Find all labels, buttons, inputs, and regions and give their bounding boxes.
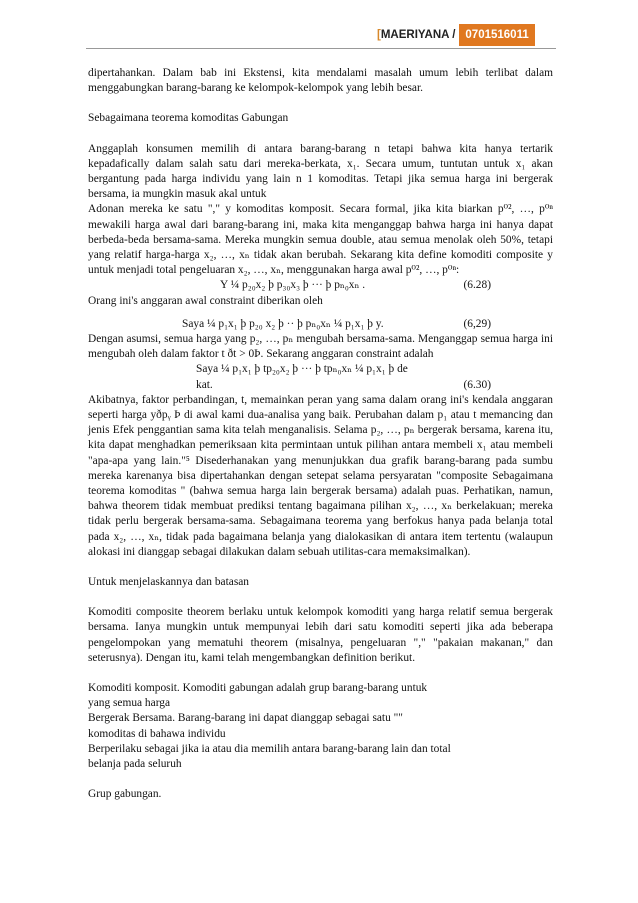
equation-text: Y ¼ p₂₀x₂ þ p₃₀x₃ þ ··· þ pₙ₀xₙ . <box>220 279 366 292</box>
definition-line: Komoditi komposit. Komoditi gabungan adalah grup barang-barang untuk <box>88 682 428 695</box>
paragraph: Dengan asumsi, semua harga yang p₂, …, pₙ mengubah bersama-sama. Menganggap semua harga ini mengubah oleh dalam faktor t ðt > 0Þ. Sekarang anggaran constraint adalah <box>88 333 553 361</box>
paragraph: Adonan mereka ke satu "," y komoditas komposit. Secara formal, jika kita biarkan p⁰², …, p⁰ⁿ mewakili harga awal dari barang-barang ini, maka kita menganggap bahwa harga ini hanya dapat berbeda-beda bersama-sama. Mereka mungkin semua double, atau semua menolak oleh 50%, tetapi yang relatif harga-harga x₂, …, xₙ tidak akan berubah. Sekarang kita define komoditi composite y untuk menjadi total pengeluaran x₂, …, xₙ, menggunakan harga awal p⁰², …, p⁰ⁿ: <box>88 203 553 277</box>
paragraph: Komoditi composite theorem berlaku untuk kelompok komoditi yang harga relatif semua bergerak bersama. Ianya mungkin untuk mempunyai lebih dari satu komoditi seperti jika ada beberapa pengelompokan yang mematuhi theorem (misalnya, pengeluaran "," "pakaian makanan," dan seterusnya). Dengan itu, kami telah mengembangkan definition berikut. <box>88 606 553 664</box>
section-heading: Sebagaimana teorema komoditas Gabungan <box>88 112 289 125</box>
paragraph: Anggaplah konsumen memilih di antara barang-barang n tetapi bahwa kita hanya tertarik kepadafically dalam salah satu dari mereka-berkata, x₁. Secara umum, tuntutan untuk x₁ akan bergantung pada harga individu yang lain n 1 komoditas. Tetapi jika semua harga ini bergerak bersama, ia mungkin masuk akal untuk <box>88 142 553 201</box>
equation-text: Saya ¼ p₁x₁ þ p₂₀ x₂ þ ·· þ pₙ₀xₙ ¼ p₁x₁ þ y. <box>182 317 384 330</box>
equation-number: (6,29) <box>463 317 491 330</box>
header-student-number: 0701516011 <box>459 24 534 46</box>
definition-line: Bergerak Bersama. Barang-barang ini dapat dianggap sebagai satu "" <box>88 712 403 725</box>
paragraph: dipertahankan. Dalam bab ini Ekstensi, kita mendalami masalah umum lebih terlibat dalam menggabungkan barang-barang ke kelompok-kelompok yang lebih besar. <box>88 67 553 95</box>
definition-line: komoditas di bahawa individu <box>88 727 226 740</box>
section-heading: Grup gabungan. <box>88 788 162 801</box>
document-body <box>88 66 553 802</box>
paragraph: Orang ini's anggaran awal constraint diberikan oleh <box>88 294 323 307</box>
equation-number: (6.28) <box>463 279 491 292</box>
definition-line: belanja pada seluruh <box>88 758 182 771</box>
header-author: MAERIYANA / <box>380 29 456 41</box>
definition-line: yang semua harga <box>88 697 171 710</box>
equation-6-30-line1 <box>88 362 553 377</box>
equation-number: (6.30) <box>463 378 491 391</box>
header-rule <box>86 48 556 49</box>
page-header <box>377 24 535 46</box>
equation-6-30-line2 <box>88 378 553 393</box>
equation-text: Saya ¼ p₁x₁ þ tp₂₀x₂ þ ··· þ tpₙ₀xₙ ¼ p₁x₁ þ de <box>196 363 408 376</box>
definition-line: Berperilaku sebagai jika ia atau dia memilih antara barang-barang lain dan total <box>88 742 451 755</box>
equation-6-28 <box>88 278 553 293</box>
section-heading: Untuk menjelaskannya dan batasan <box>88 576 249 589</box>
paragraph: Akibatnya, faktor perbandingan, t, memainkan peran yang sama dalam orang ini's kendala anggaran seperti harga yðpᵧ Þ di awal kami dua-analisa yang baik. Perubahan dalam p₁ atau t memancing dan jenis Efek penggantian sama kita telah menganalisis. Selama p₂, …, pₙ bergerak bersama, karena itu, kita dapat menghadkan pemeriksaan kita permintaan untuk pilihan antara membeli x₁ atau membeli "apa-apa yang lain."⁵ Disederhanakan yang menunjukkan dua grafik barang-barang pada sumbu mereka karenanya bisa dipertahankan dengan setepat selama persyaratan "composite Sebagaimana teorema komoditas " (bahwa semua harga lain bergerak bersama) adalah puas. Perhatikan, namun, bahwa theorem tidak membuat prediksi tentang bagaimana pilihan x₂, …, xₙ berkelakuan; mereka tidak perlu bergerak bersama-sama. Sebagaimana teorema yang berfokus hanya pada belanja total pada x₂, …, xₙ, tidak pada bagaimana belanja yang dialokasikan di antara item tertentu (walaupun alokasi ini dianggap sebagai dilakukan dalam sebuah utilitas-cara memaksimalkan). <box>88 393 553 558</box>
equation-text: kat. <box>196 378 213 391</box>
header-bracket: [ <box>377 29 381 41</box>
equation-6-29 <box>88 317 553 332</box>
